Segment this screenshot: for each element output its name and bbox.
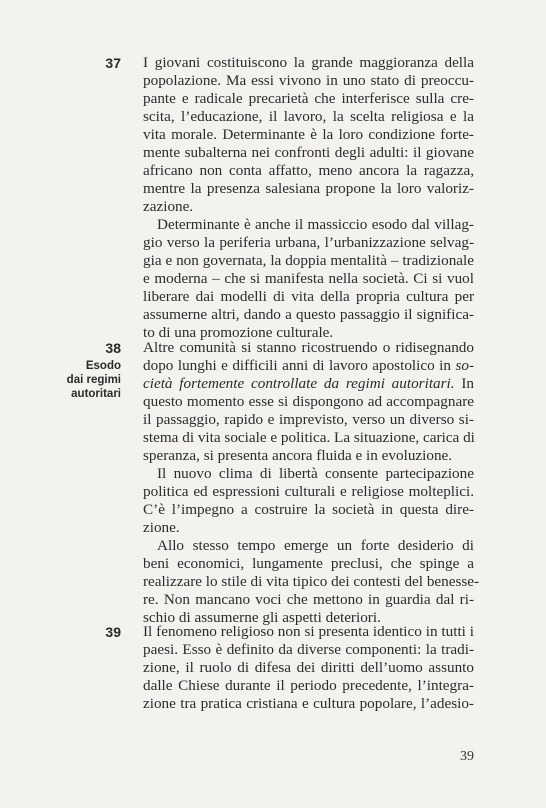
text-line: mentre la presenza salesiana propone la loro valoriz- [143, 180, 474, 197]
text-line: africano non conta affatto, meno ancora la ragazza, [143, 162, 474, 179]
text-line: to di una promozione culturale. [143, 324, 334, 341]
text-line: scita, l’educazione, il lavoro, la scelta religiosa e la [143, 108, 474, 125]
text-line: stema di vita sociale e politica. La situazione, carica di [143, 429, 475, 446]
text-line: re. Non mancano voci che mettono in guardia dal ri- [143, 591, 474, 608]
margin-note-39 [41, 623, 121, 641]
paragraph-number: 37 [105, 55, 121, 71]
text-line: Allo stesso tempo emerge un forte desiderio di [157, 537, 474, 554]
margin-title-line: Esodo [85, 360, 121, 372]
margin-title-line: autoritari [71, 388, 121, 400]
text-line: Il nuovo clima di libertà consente partecipazione [157, 465, 474, 482]
text-line: gio verso la periferia urbana, l’urbanizzazione selvag- [143, 234, 474, 251]
paragraph-number: 39 [105, 624, 121, 640]
text-line: schio di assumerne gli aspetti deteriori. [143, 609, 381, 626]
text-line: politica ed espressioni culturali e religiose molteplici. [143, 483, 474, 500]
italic-text: cietà fortemente controllate da regimi autoritari. [143, 375, 455, 392]
text-line: popolazione. Ma essi vivono in uno stato di preoccu- [143, 72, 474, 89]
margin-note-37 [41, 54, 121, 72]
text-line: pante e radicale precarietà che interferisce sulla cre- [143, 90, 474, 107]
text-line: beni economici, lungamente preclusi, che spinge a [143, 555, 474, 572]
paragraph-text [143, 623, 474, 713]
text-line: dopo lunghi e difficili anni di lavoro apostolico in so- [143, 357, 474, 374]
text-line: cietà fortemente controllate da regimi autoritari. In [143, 375, 474, 392]
text-line: realizzare lo stile di vita tipico dei contesti del benesse- [143, 573, 480, 590]
paragraph-text [143, 339, 480, 627]
text-line: dalle Chiese durante il periodo precedente, l’integra- [143, 677, 474, 694]
text-line: gia e non governata, la doppia mentalità – tradizionale [143, 252, 474, 269]
text-line: zione tra pratica cristiana e cultura popolare, l’adesio- [143, 695, 474, 712]
margin-title [41, 359, 121, 401]
text-line: zione, il ruolo di difesa dei diritti dell’uomo assunto [143, 659, 474, 676]
text-line: vita morale. Determinante è la loro condizione forte- [143, 126, 474, 143]
text-line: Determinante è anche il massiccio esodo dal villag- [157, 216, 474, 233]
text-line: speranza, si presenta ancora fluida e in evoluzione. [143, 447, 453, 464]
italic-text: so- [455, 357, 474, 374]
text-line: questo momento esse si dispongono ad accompagnare [143, 393, 474, 410]
text-line: zione. [143, 519, 180, 536]
text-line: il passaggio, rapido e imprevisto, verso un diverso si- [143, 411, 474, 428]
text-line: zazione. [143, 198, 194, 215]
text-line: e moderna – che si manifesta nella società. Ci si vuol [143, 270, 474, 287]
text-line: assumerne altri, dando a questo passaggio il significa- [143, 306, 474, 323]
margin-note-38 [41, 339, 121, 401]
text-line: mente subalterna nei confronti degli adulti: il giovane [143, 144, 474, 161]
text-line: Il fenomeno religioso non si presenta identico in tutti i [143, 623, 474, 640]
text-line: liberare dai modelli di vita della propria cultura per [143, 288, 474, 305]
text-line: C’è l’impegno a costruire la società in questa dire- [143, 501, 474, 518]
text-line: paesi. Esso è definito da diverse componenti: la tradi- [143, 641, 474, 658]
paragraph-number: 38 [105, 340, 121, 356]
text-line: Altre comunità si stanno ricostruendo o ridisegnando [143, 339, 474, 356]
paragraph-text [143, 54, 474, 342]
text-line: I giovani costituiscono la grande maggioranza della [143, 54, 474, 71]
margin-title-line: dai regimi [66, 374, 121, 386]
page-number: 39 [460, 749, 474, 764]
